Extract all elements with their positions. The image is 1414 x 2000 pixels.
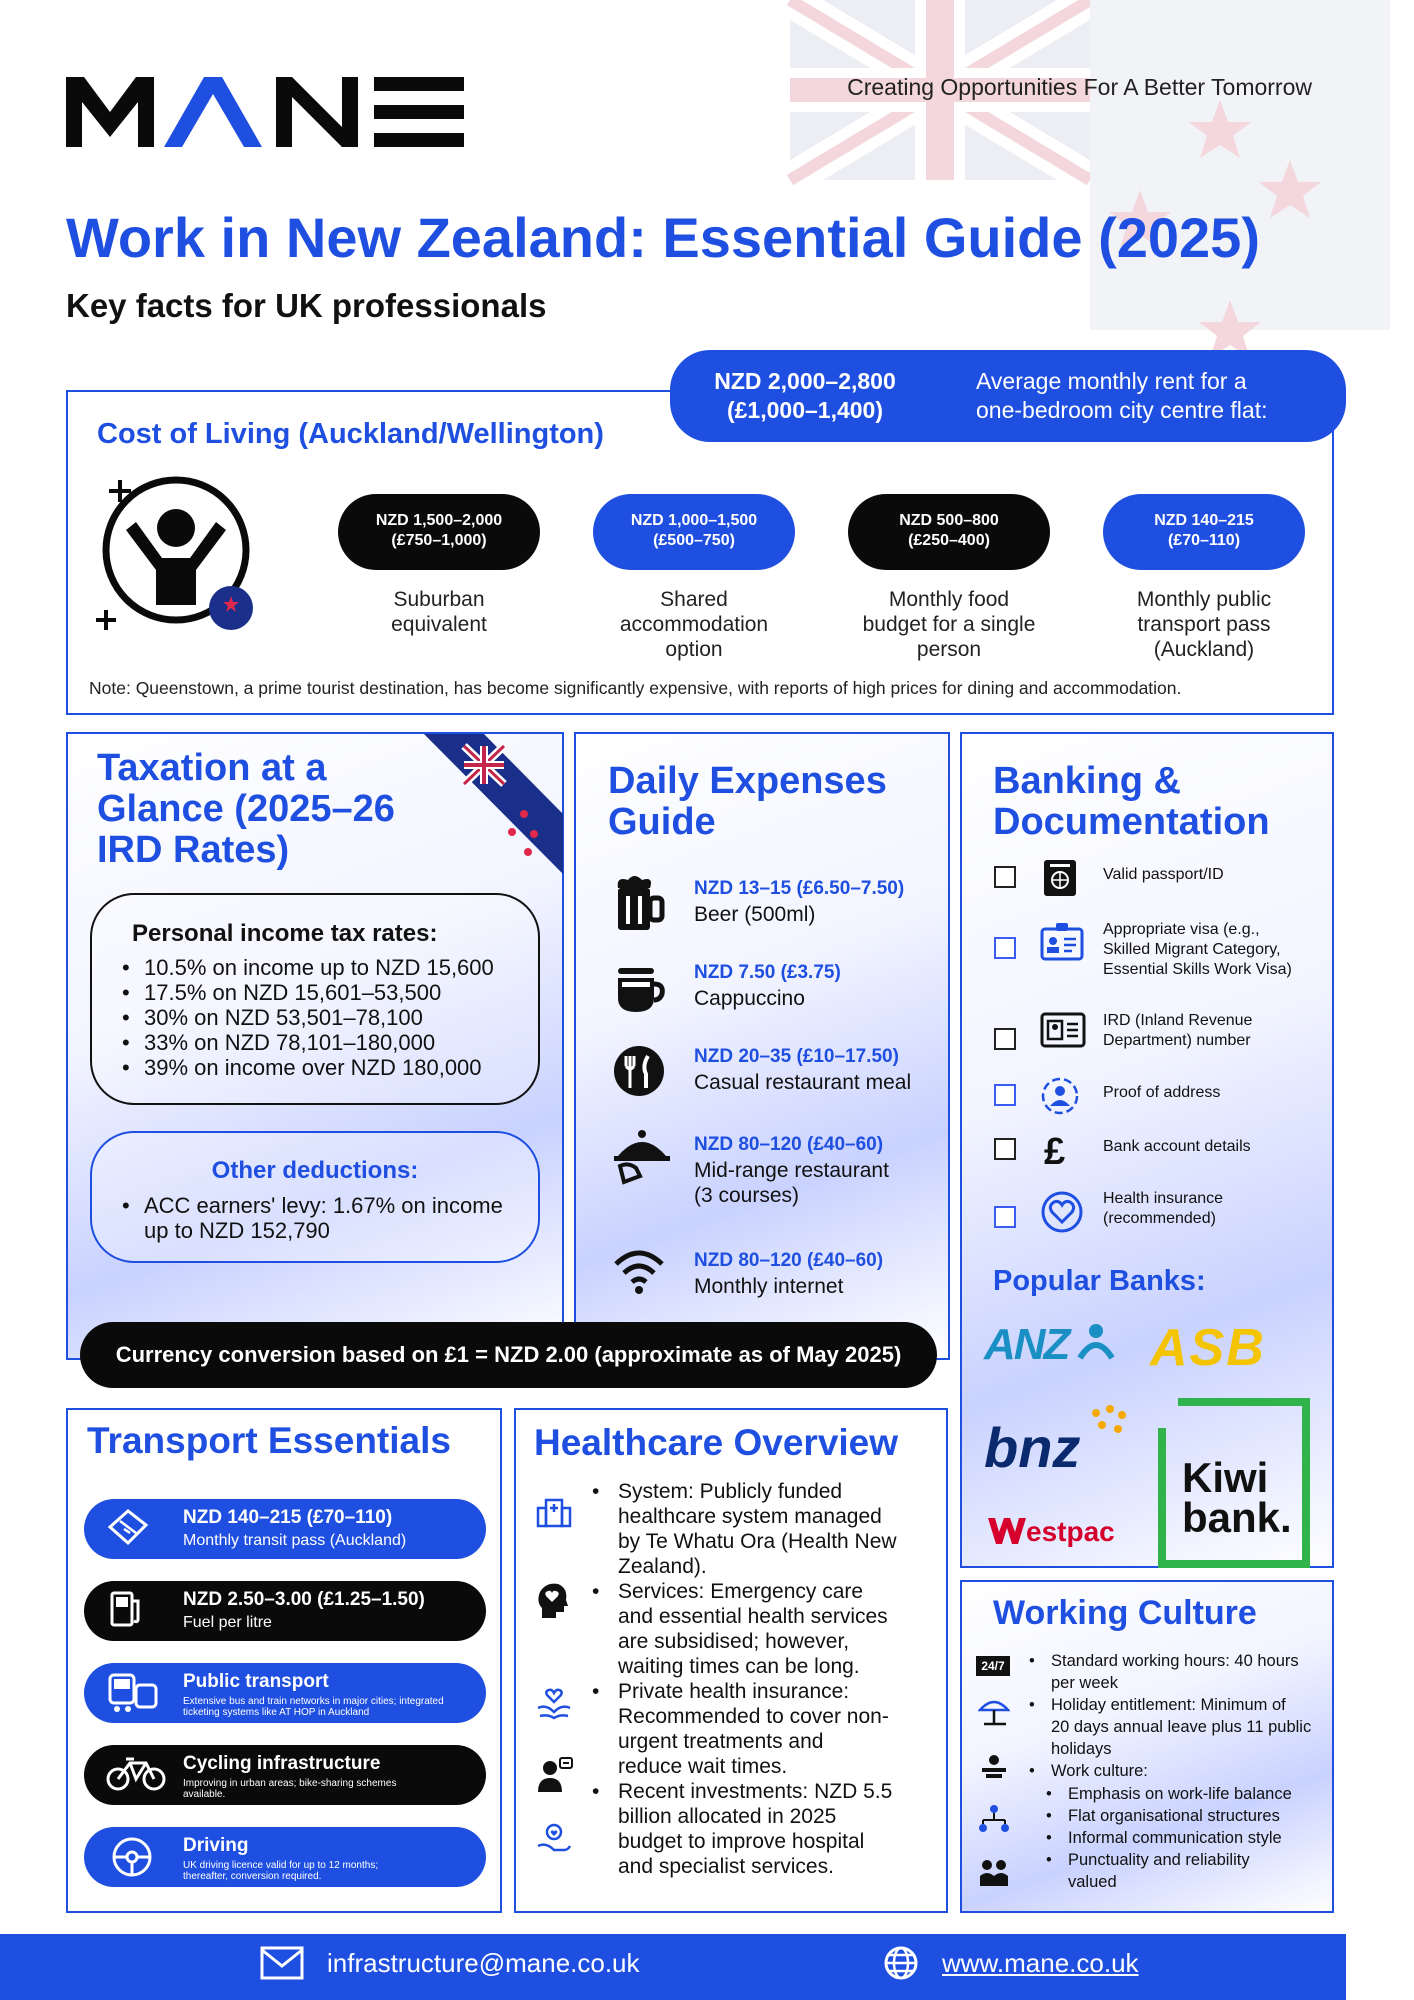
col-price-nzd: NZD 1,000–1,500	[630, 512, 758, 529]
document-label-line: Essential Skills Work Visa)	[1103, 961, 1292, 978]
transport-pill	[84, 1745, 486, 1805]
care-hand-icon	[536, 1822, 572, 1863]
address-user-icon	[1040, 1076, 1080, 1121]
culture-holiday	[1025, 1694, 1331, 1760]
document-checkbox[interactable]	[994, 1084, 1016, 1106]
transport-title: Transport Essentials	[87, 1420, 451, 1461]
bicycle-icon	[106, 1753, 166, 1798]
transport-pill	[84, 1499, 486, 1559]
col-price-nzd: NZD 500–800	[899, 512, 999, 529]
health-item-line: System: Publicly funded	[618, 1480, 843, 1503]
visa-id-card-icon	[1040, 921, 1084, 966]
transport-item-sub-2: available.	[183, 1789, 226, 1800]
steering-wheel-icon	[106, 1835, 158, 1884]
svg-text:£: £	[1044, 1131, 1066, 1170]
hours-badge-icon: 24/7	[976, 1656, 1010, 1676]
col-label-line: transport pass	[1137, 613, 1271, 636]
document-label-line: Health insurance	[1103, 1190, 1224, 1207]
transport-pill	[84, 1581, 486, 1641]
culture-sub-item: • Informal communication style	[1042, 1827, 1332, 1849]
deduction-line-1: ACC earners' levy: 1.67% on income	[144, 1193, 503, 1218]
tax-rate-item: • 17.5% on NZD 15,601–53,500	[118, 980, 494, 1005]
transport-item-head: Driving	[183, 1835, 249, 1856]
transport-item-sub: UK driving licence valid for up to 12 months;	[183, 1860, 379, 1871]
health-item-line: Recommended to cover non-	[618, 1705, 889, 1728]
other-deductions-list	[118, 1193, 503, 1243]
document-label-line: Valid passport/ID	[1103, 866, 1224, 883]
worker-icon	[978, 1752, 1010, 1780]
taxation-title-3: IRD Rates)	[97, 829, 290, 871]
document-checkbox[interactable]	[994, 1206, 1016, 1228]
transport-item-head: Public transport	[183, 1671, 329, 1692]
document-label-line: Skilled Migrant Category,	[1103, 941, 1281, 958]
health-item-line: Recent investments: NZD 5.5	[618, 1780, 893, 1803]
fuel-pump-icon	[106, 1589, 146, 1634]
daily-title-1: Daily Expenses	[608, 760, 887, 802]
cloche-serving-icon	[612, 1126, 672, 1191]
ticket-icon	[106, 1507, 150, 1552]
team-icon	[978, 1858, 1010, 1888]
health-item-line: billion allocated in 2025	[618, 1805, 837, 1828]
transport-item-sub-2: thereafter, conversion required.	[183, 1871, 322, 1882]
rent-label-1: Average monthly rent for a	[976, 368, 1247, 394]
email-icon	[260, 1946, 304, 1985]
globe-icon	[883, 1945, 919, 1986]
kiwibank-line-2: bank.	[1182, 1494, 1292, 1541]
rent-label-2: one-bedroom city centre flat:	[976, 397, 1268, 423]
footer-website[interactable]: www.mane.co.uk	[942, 1948, 1139, 1978]
col-label-line: Suburban	[393, 588, 485, 611]
rent-amount: NZD 2,000–2,800	[714, 368, 896, 394]
tagline: Creating Opportunities For A Better Tomorrow	[847, 74, 1312, 100]
other-deductions-title: Other deductions:	[211, 1157, 419, 1184]
beer-mug-icon	[612, 874, 666, 939]
col-label-line: Monthly public	[1136, 588, 1272, 611]
beach-umbrella-icon	[978, 1698, 1010, 1726]
daily-item-label: Casual restaurant meal	[694, 1071, 912, 1094]
org-chart-icon	[978, 1804, 1010, 1834]
daily-item-label: Cappuccino	[694, 987, 805, 1010]
culture-hours-l2: per week	[1051, 1674, 1118, 1692]
transport-item-head: Cycling infrastructure	[183, 1753, 381, 1774]
document-checkbox[interactable]	[994, 1028, 1016, 1050]
page-title: Work in New Zealand: Essential Guide (2025)	[66, 206, 1260, 269]
culture-hours-l1: Standard working hours: 40 hours	[1051, 1652, 1299, 1670]
col-price-pill	[593, 494, 795, 570]
culture-holiday-l2: 20 days annual leave plus 11 public	[1051, 1718, 1312, 1736]
culture-sub-line-1: Punctuality and reliability	[1068, 1851, 1250, 1869]
nz-flag-ribbon-icon	[424, 734, 563, 874]
restaurant-plate-icon	[612, 1044, 666, 1103]
tax-rate-item: • 30% on NZD 53,501–78,100	[118, 1005, 494, 1030]
health-item-line: and specialist services.	[618, 1855, 834, 1878]
col-price-pill	[1103, 494, 1305, 570]
document-label-line: Proof of address	[1103, 1084, 1221, 1101]
transport-item-head: NZD 140–215 (£70–110)	[183, 1507, 393, 1528]
head-heart-icon	[536, 1582, 570, 1625]
deduction-line-2: up to NZD 152,790	[144, 1218, 330, 1243]
transport-item-sub: Fuel per litre	[183, 1614, 272, 1631]
daily-price: NZD 7.50 (£3.75)	[694, 962, 841, 983]
mane-logo	[66, 72, 466, 152]
health-bullet: •	[592, 1680, 600, 1703]
rent-banner	[670, 350, 1346, 442]
popular-banks-title: Popular Banks:	[993, 1265, 1206, 1297]
kiwibank-line-1: Kiwi	[1182, 1454, 1269, 1501]
westpac-logo	[988, 1516, 1148, 1552]
tax-rate-item: • 10.5% on income up to NZD 15,600	[118, 955, 494, 980]
health-item-line: urgent treatments and	[618, 1730, 824, 1753]
health-item-line: Private health insurance:	[618, 1680, 850, 1703]
bus-train-icon	[106, 1671, 160, 1720]
daily-item-label-2: (3 courses)	[694, 1184, 800, 1207]
health-item-line: are subsidised; however,	[618, 1630, 850, 1653]
col-label-line: Monthly food	[888, 588, 1010, 611]
culture-sub-item	[1042, 1849, 1332, 1893]
tax-rates-list	[118, 955, 494, 1080]
asb-logo: ASB	[1150, 1319, 1266, 1377]
tax-rate-item: • 33% on NZD 78,101–180,000	[118, 1030, 494, 1055]
col-label-line: Shared	[660, 588, 728, 611]
health-bullet: •	[592, 1580, 600, 1603]
daily-item-label: Beer (500ml)	[694, 903, 816, 926]
kiwibank-logo	[1158, 1398, 1310, 1568]
col-label-line: person	[916, 638, 982, 661]
transport-item-sub: Extensive bus and train networks in major cities; integrated	[183, 1696, 444, 1707]
health-item-line: Zealand).	[618, 1555, 707, 1578]
bnz-logo	[984, 1405, 1134, 1479]
culture-list	[1025, 1650, 1331, 1782]
tax-rate-item: • 39% on income over NZD 180,000	[118, 1055, 494, 1080]
document-checkbox[interactable]	[994, 866, 1016, 888]
document-label-line: Bank account details	[1103, 1138, 1251, 1155]
health-item-line: and essential health services	[618, 1605, 888, 1628]
taxation-title-1: Taxation at a	[97, 747, 327, 789]
healthcare-title: Healthcare Overview	[534, 1422, 899, 1463]
working-culture-title: Working Culture	[993, 1594, 1257, 1632]
coffee-cup-icon	[612, 962, 666, 1021]
daily-price: NZD 13–15 (£6.50–7.50)	[694, 878, 905, 899]
bnz-logo-text: bnz	[984, 1416, 1081, 1479]
currency-note: Currency conversion based on £1 = NZD 2.00 (approximate as of May 2025)	[80, 1322, 937, 1388]
passport-icon	[1040, 858, 1080, 903]
col-price-nzd: NZD 1,500–2,000	[375, 512, 503, 529]
col-price-gbp: (£250–400)	[908, 532, 990, 549]
document-label-line: Department) number	[1103, 1032, 1251, 1049]
culture-sub-line-2: valued	[1068, 1873, 1117, 1891]
culture-sub-item: • Flat organisational structures	[1042, 1805, 1332, 1827]
anz-logo	[984, 1320, 1119, 1370]
document-label-line: Appropriate visa (e.g.,	[1103, 921, 1260, 938]
health-item-line: by Te Whatu Ora (Health New	[618, 1530, 897, 1553]
daily-title-2: Guide	[608, 801, 716, 843]
culture-icons	[974, 1652, 1014, 1892]
deduction-item	[118, 1193, 503, 1243]
document-label-line: (recommended)	[1103, 1210, 1216, 1227]
personal-tax-title: Personal income tax rates:	[132, 920, 438, 947]
culture-label: • Work culture:	[1025, 1760, 1331, 1782]
banking-title-2: Documentation	[993, 801, 1270, 843]
culture-sub-list	[1042, 1783, 1332, 1893]
health-item-line: budget to improve hospital	[618, 1830, 865, 1853]
flag-background	[760, 0, 1414, 400]
document-checkbox[interactable]	[994, 937, 1016, 959]
transport-item-sub-2: ticketing systems like AT HOP in Auckland	[183, 1707, 370, 1718]
health-item-line: waiting times can be long.	[618, 1655, 860, 1678]
person-celebrate-icon	[96, 470, 256, 640]
culture-sub-item: • Emphasis on work-life balance	[1042, 1783, 1332, 1805]
culture-holiday-l1: Holiday entitlement: Minimum of	[1051, 1696, 1286, 1714]
hospital-icon	[536, 1496, 572, 1533]
cost-of-living-title: Cost of Living (Auckland/Wellington)	[97, 418, 604, 450]
transport-item-head: NZD 2.50–3.00 (£1.25–1.50)	[183, 1589, 425, 1610]
health-bullet: •	[592, 1480, 600, 1503]
col-price-gbp: (£500–750)	[653, 532, 735, 549]
daily-item-label: Monthly internet	[694, 1275, 844, 1298]
daily-item-label: Mid-range restaurant	[694, 1159, 889, 1182]
footer	[0, 1934, 1346, 2000]
footer-email[interactable]: infrastructure@mane.co.uk	[327, 1948, 640, 1978]
col-price-pill	[338, 494, 540, 570]
health-bullet: •	[592, 1780, 600, 1803]
rent-amount-gbp: (£1,000–1,400)	[726, 397, 883, 423]
col-label-line: budget for a single	[862, 613, 1036, 636]
col-price-nzd: NZD 140–215	[1154, 512, 1254, 529]
col-price-gbp: (£750–1,000)	[391, 532, 487, 549]
culture-hours	[1025, 1650, 1331, 1694]
col-price-gbp: (£70–110)	[1167, 532, 1241, 549]
health-item-line: Services: Emergency care	[618, 1580, 864, 1603]
hands-heart-icon	[536, 1686, 572, 1727]
banking-title-1: Banking &	[993, 760, 1181, 802]
col-price-pill	[848, 494, 1050, 570]
anz-logo-text: ANZ	[984, 1320, 1069, 1369]
cost-of-living-note: Note: Queenstown, a prime tourist destination, has become significantly expensive, with reports of high prices for dining and accommodation.	[89, 678, 1182, 698]
transport-pill	[84, 1827, 486, 1887]
pound-sign-icon	[1040, 1130, 1076, 1175]
col-label-line: accommodation	[619, 613, 769, 636]
document-checkbox[interactable]	[994, 1138, 1016, 1160]
document-label-line: IRD (Inland Revenue	[1103, 1012, 1253, 1029]
daily-price: NZD 80–120 (£40–60)	[694, 1134, 884, 1155]
doctor-icon	[536, 1756, 574, 1799]
ird-card-icon	[1040, 1012, 1086, 1053]
daily-price: NZD 20–35 (£10–17.50)	[694, 1046, 899, 1067]
transport-item-sub: Monthly transit pass (Auckland)	[183, 1532, 407, 1549]
page-subtitle: Key facts for UK professionals	[66, 287, 547, 324]
health-item-line: healthcare system managed	[618, 1505, 882, 1528]
wifi-icon	[612, 1248, 666, 1301]
health-heart-icon	[1040, 1190, 1084, 1239]
culture-holiday-l3: holidays	[1051, 1740, 1112, 1758]
taxation-title-2: Glance (2025–26	[97, 788, 395, 830]
transport-item-sub: Improving in urban areas; bike-sharing schemes	[183, 1778, 397, 1789]
col-label-line: option	[665, 638, 723, 661]
health-item-line: reduce wait times.	[618, 1755, 788, 1778]
westpac-logo-text: estpac	[1026, 1516, 1115, 1547]
col-label-line: equivalent	[391, 613, 487, 636]
daily-price: NZD 80–120 (£40–60)	[694, 1250, 884, 1271]
transport-pill	[84, 1663, 486, 1723]
col-label-line: (Auckland)	[1153, 638, 1255, 661]
